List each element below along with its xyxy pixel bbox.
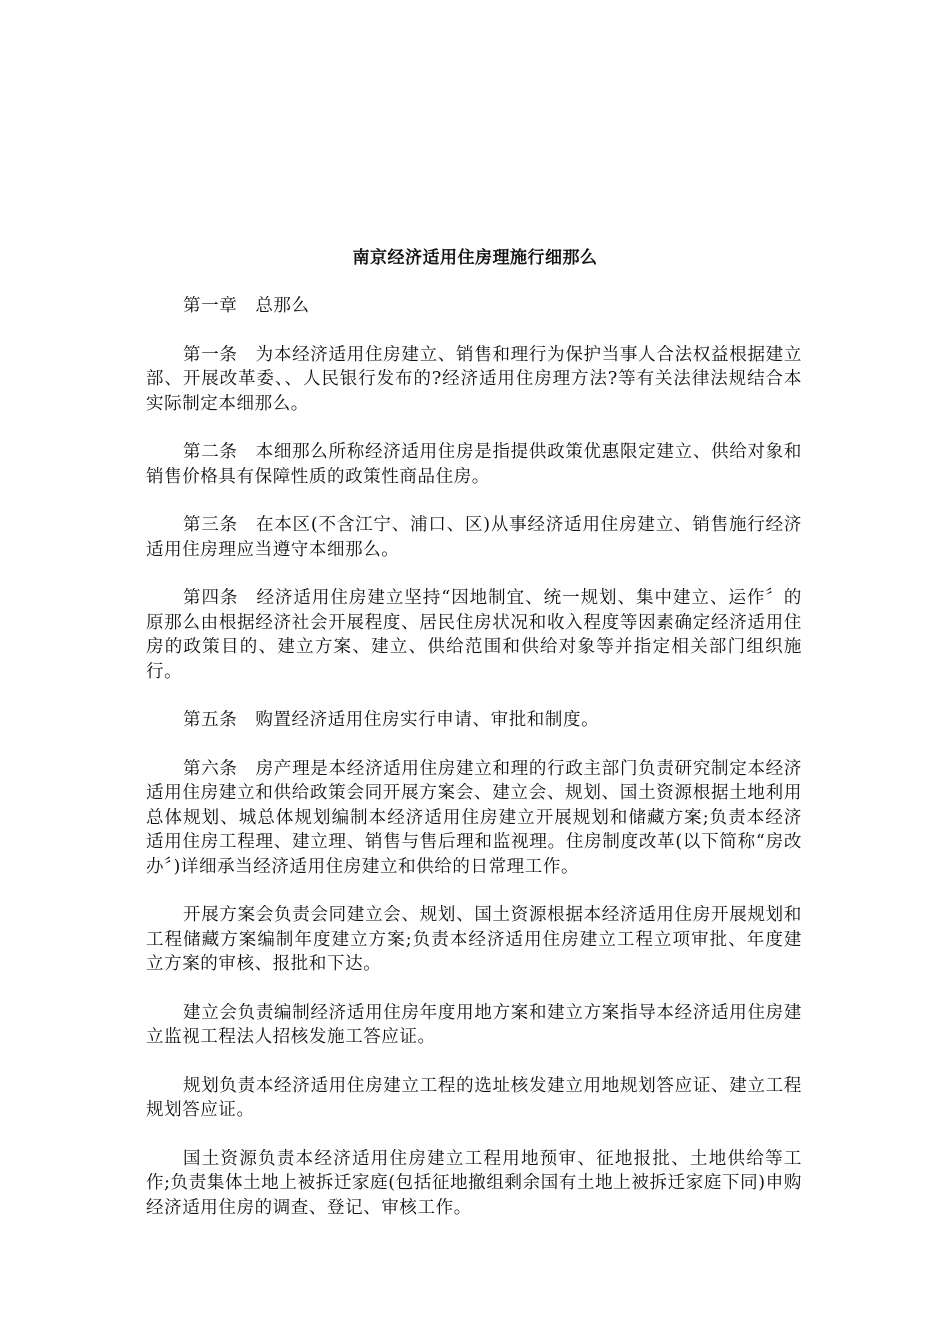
article-label: 第二条 <box>183 442 238 462</box>
document-body <box>146 294 802 1244</box>
chapter-heading <box>146 294 802 319</box>
article-1 <box>146 343 802 417</box>
chapter-title: 总那么 <box>255 296 310 316</box>
article-label: 第四条 <box>183 588 239 608</box>
article-label: 第三条 <box>183 515 238 535</box>
article-label: 第五条 <box>183 710 238 730</box>
paragraph-planning-bureau: 规划负责本经济适用住房建立工程的选址核发建立用地规划答应证、建立工程规划答应证。 <box>146 1075 802 1120</box>
article-6 <box>146 757 802 880</box>
article-text: 为本经济适用住房建立、销售和理行为保护当事人合法权益根据建立部、开展改革委、、人民银行发布的?经济适用住房理方法?等有关法律法规结合本实际制定本细那么。 <box>146 344 802 414</box>
article-text: 房产理是本经济适用住房建立和理的行政主部门负责研究制定本经济适用住房建立和供给政策会同开展方案会、建立会、规划、国土资源根据土地利用总体规划、城总体规划编制本经济适用住房建立开展规划和储藏方案;负责本经济适用住房工程理、建立理、销售与售后理和监视理。住房制度改革(以下简称“房改办〞)详细承当经济适用住房建立和供给的日常理工作。 <box>146 758 802 877</box>
article-5 <box>146 708 802 733</box>
article-3 <box>146 513 802 562</box>
paragraph-construction-committee: 建立会负责编制经济适用住房年度用地方案和建立方案指导本经济适用住房建立监视工程法人招核发施工答应证。 <box>146 1002 802 1047</box>
article-label: 第一条 <box>183 344 238 365</box>
article-text: 本细那么所称经济适用住房是指提供政策优惠限定建立、供给对象和销售价格具有保障性质的政策性商品住房。 <box>146 442 802 487</box>
article-4 <box>146 586 802 684</box>
article-text: 经济适用住房建立坚持“因地制宜、统一规划、集中建立、运作〞的原那么由根据经济社会开展程度、居民住房状况和收入程度等因素确定经济适用住房的政策目的、建立方案、建立、供给范围和供给对象等并指定相关部门组织施行。 <box>146 588 802 682</box>
article-label: 第六条 <box>183 758 238 779</box>
article-2 <box>146 440 802 489</box>
article-text: 在本区(不含江宁、浦口、区)从事经济适用住房建立、销售施行经济适用住房理应当遵守本细那么。 <box>146 515 802 560</box>
article-text: 购置经济适用住房实行申请、审批和制度。 <box>255 710 600 730</box>
paragraph-land-resources: 国土资源负责本经济适用住房建立工程用地预审、征地报批、土地供给等工作;负责集体土地上被拆迁家庭(包括征地撤组剩余国有土地上被拆迁家庭下同)申购经济适用住房的调查、登记、审核工作。 <box>146 1148 802 1218</box>
paragraph-planning-committee: 开展方案会负责会同建立会、规划、国土资源根据本经济适用住房开展规划和工程储藏方案编制年度建立方案;负责本经济适用住房建立工程立项审批、年度建立方案的审核、报批和下达。 <box>146 905 802 974</box>
document-title: 南京经济适用住房理施行细那么 <box>352 248 598 268</box>
chapter-label: 第一章 <box>183 296 238 316</box>
